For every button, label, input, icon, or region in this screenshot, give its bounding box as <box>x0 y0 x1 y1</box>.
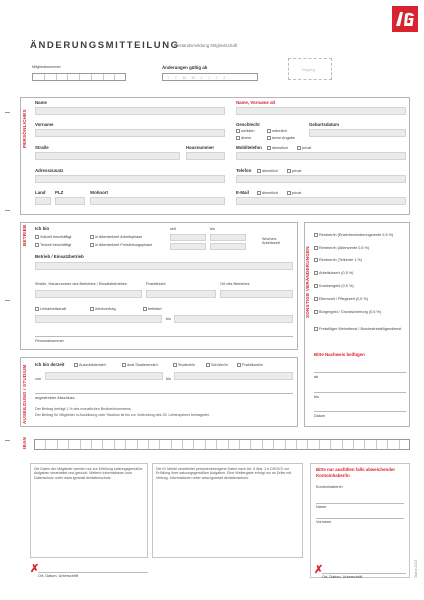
option-atz-work[interactable]: in Altersteilzeit Arbeitsphase <box>90 235 142 239</box>
email-option-work[interactable]: dienstlich <box>257 191 278 195</box>
training-to-label: bis <box>166 377 171 381</box>
signature-line-right <box>322 573 406 574</box>
house-number-field[interactable] <box>186 152 225 160</box>
phone-label: Telefon <box>236 168 252 173</box>
checkbox-icon <box>257 191 261 195</box>
checkbox-icon <box>267 129 271 133</box>
training-note-2: Der Beitrag für Mitglieder in Ausbildung oder Studium ist bis zur Vollendung des 25. Lebensjahres beitragsfrei. <box>35 413 210 417</box>
checkbox-icon <box>287 191 291 195</box>
birthdate-field[interactable] <box>309 129 406 137</box>
mobile-field[interactable] <box>236 152 406 160</box>
other-option-8[interactable]: Freiwilliger Wehrdienst / Bundesfreiwilligendienst <box>314 327 406 331</box>
option-contract[interactable]: Werkvertrag <box>90 307 116 311</box>
since-label: seit <box>170 227 176 231</box>
phone-option-private[interactable]: privat <box>287 169 301 173</box>
mobile-option-work[interactable]: dienstlich <box>267 146 288 150</box>
gender-option-diverse[interactable]: divers <box>236 136 251 140</box>
checkbox-icon <box>122 363 126 367</box>
street-field[interactable] <box>35 152 180 160</box>
option-atz-free[interactable]: in Altersteilzeit Freistellungsphase <box>90 243 152 247</box>
account-holder-label: Kontoinhaber/in <box>316 485 343 489</box>
other-option-7[interactable]: Bürgergeld / Grundsicherung (0,5 %) <box>314 310 406 314</box>
i-am-now-label: Ich bin derzeit <box>35 362 65 367</box>
other-option-3[interactable]: Rentner/in (Teilrente 1 %) <box>314 258 362 262</box>
company-section <box>20 222 298 350</box>
member-number-label: Mitgliedsnummer <box>32 65 61 69</box>
checkbox-icon <box>35 307 39 311</box>
account-holder-firstname-label: Vorname <box>316 520 332 524</box>
birthdate-label: Geburtsdatum <box>309 122 340 127</box>
first-name-field[interactable] <box>35 129 225 137</box>
city-field[interactable] <box>90 197 225 205</box>
option-intern[interactable]: Praktikant/in <box>237 363 263 367</box>
account-holder-name-line <box>316 503 404 504</box>
company-name-field[interactable] <box>35 262 293 270</box>
iban-field[interactable] <box>34 439 410 450</box>
footer-left-text: Die Daten der Mitglieder werden nur zur Erfüllung satzungsgemäßer Aufgaben verarbeitet und genutzt. Weitere Informationen zum Datenschutz unter www.igmetall.de/datenschutz. <box>34 467 143 480</box>
role-until-label: bis <box>166 317 171 321</box>
footer-mid-text: Die IG Metall verarbeitet personenbezogene Daten nach Art. 6 Abs. 1 b DSGVO zur Erfüllung ihrer satzungsgemäßen Aufgaben. Eine Weitergabe erfolgt nur an Dritte mit Vertrag. Informationen unter www.igmetall.de/datenschutz. <box>156 467 292 480</box>
account-holder-name-label: Name <box>316 505 327 509</box>
checkbox-icon <box>74 363 78 367</box>
checkbox-icon <box>35 243 39 247</box>
checkbox-icon <box>90 235 94 239</box>
gender-option-male[interactable]: männlich <box>267 129 287 133</box>
section-label-company: BETRIEB <box>22 224 27 246</box>
city-label: Wohnort <box>90 190 108 195</box>
signature-mark-left: ✗ <box>30 563 40 575</box>
checkbox-icon <box>314 271 318 275</box>
role-until-field[interactable] <box>174 315 293 323</box>
checkbox-icon <box>314 246 318 250</box>
address-add-label: Adresszusatz <box>35 168 64 173</box>
country-field[interactable] <box>35 197 51 205</box>
section-label-personal: PERSÖNLICHES <box>22 109 27 148</box>
signature-label-right: Ort, Datum, Unterschrift <box>322 575 363 579</box>
option-dual-student[interactable]: dual Studierende/r <box>122 363 158 367</box>
option-student[interactable]: Student/in <box>173 363 195 367</box>
since-field-2[interactable] <box>170 243 206 250</box>
checkbox-icon <box>206 363 210 367</box>
signature-mark-right: ✗ <box>314 564 324 576</box>
company-zip-label: Postleitzahl <box>146 282 166 286</box>
other-option-6[interactable]: Elternzeit / Pflegezeit (0,5 %) <box>314 297 368 301</box>
footer-right-title: Bitte nur ausfüllen falls abweichender Kontoinhaber/in <box>316 467 396 478</box>
form-code: Stand 2023 <box>414 559 418 578</box>
page-subtitle: Bestandsmeldung Mitgliedschaft <box>174 43 238 48</box>
checkbox-icon <box>35 235 39 239</box>
email-option-private[interactable]: privat <box>287 191 301 195</box>
checkbox-icon <box>287 169 291 173</box>
address-add-field[interactable] <box>35 175 225 183</box>
house-number-label: Hausnummer <box>186 145 215 150</box>
section-label-training: AUSBILDUNG / STUDIUM <box>22 364 27 424</box>
checkbox-icon <box>143 307 147 311</box>
checkbox-icon <box>314 297 318 301</box>
company-city-field[interactable] <box>220 290 293 298</box>
signature-label-left: Ort, Datum, Unterschrift <box>38 574 79 578</box>
mobile-option-private[interactable]: privat <box>297 146 311 150</box>
member-number-field[interactable] <box>32 73 126 81</box>
checkbox-icon <box>236 136 240 140</box>
degree-label: angestrebter Abschluss <box>35 396 75 400</box>
other-option-1[interactable]: Rentner/in (Erwerbsminderungsrente 0,5 %) <box>314 233 393 237</box>
valid-from-date-field[interactable] <box>162 73 258 81</box>
training-from-field[interactable] <box>45 372 163 380</box>
first-name-label: Vorname <box>35 122 54 127</box>
birth-name-label: Name, Vorname alt <box>236 100 276 105</box>
checkbox-icon <box>257 169 261 173</box>
checkbox-icon <box>90 243 94 247</box>
other-option-2[interactable]: Rentner/in (Altersrente 0,5 %) <box>314 246 369 250</box>
gender-label: Geschlecht <box>236 122 260 127</box>
checkbox-icon <box>237 363 241 367</box>
signature-line-left <box>38 572 148 573</box>
company-street-label: Straße, Hausnummer des Betriebes / Einsatzbetriebes <box>35 282 127 286</box>
option-pupil[interactable]: Schüler/in <box>206 363 228 367</box>
until-label: bis <box>210 227 215 231</box>
section-marker <box>5 300 10 301</box>
date-placeholder: T T M M J J J J <box>167 75 228 80</box>
email-label: E-Mail <box>236 190 249 195</box>
please-attach-proof: Bitte Nachweis beifügen <box>314 352 365 357</box>
account-holder-firstname-line <box>316 518 404 519</box>
option-apprentice[interactable]: Auszubildende/r <box>74 363 106 367</box>
other-option-5[interactable]: Krankengeld (0,5 %) <box>314 284 354 288</box>
phone-field[interactable] <box>236 175 406 183</box>
checkbox-icon <box>314 310 318 314</box>
company-city-label: Ort des Betriebes <box>220 282 250 286</box>
option-temp-worker[interactable]: Leiharbeitskraft <box>35 307 66 311</box>
page-title: ÄNDERUNGSMITTEILUNG <box>30 40 180 51</box>
weekly-hours-label: Wochen-Arbeitszeit <box>262 237 280 245</box>
street-label: Straße <box>35 145 49 150</box>
checkbox-icon <box>314 233 318 237</box>
checkbox-icon <box>314 258 318 262</box>
valid-from-label: Änderungen gültig ab <box>162 65 208 70</box>
personnel-number-field[interactable] <box>35 332 293 337</box>
birth-name-field[interactable] <box>236 107 406 115</box>
degree-line <box>35 393 293 394</box>
checkbox-icon <box>173 363 177 367</box>
other-option-4[interactable]: Arbeitslose/r (0,5 %) <box>314 271 353 275</box>
company-name-label: Betrieb / Einsatzbetrieb <box>35 254 84 259</box>
other-date-label: Datum <box>314 414 326 418</box>
other-changes-section <box>304 222 410 427</box>
gender-option-female[interactable]: weiblich <box>236 129 255 133</box>
personnel-number-label: Personalnummer <box>35 339 64 343</box>
training-to-field[interactable] <box>174 372 293 380</box>
checkbox-icon <box>314 327 318 331</box>
option-fulltime[interactable]: Vollzeit beschäftigt <box>35 235 71 239</box>
zip-field[interactable] <box>55 197 85 205</box>
option-fixed-term[interactable]: befristet <box>143 307 162 311</box>
temp-field[interactable] <box>35 315 162 323</box>
name-field[interactable] <box>35 107 225 115</box>
training-note-1: Der Beitrag beträgt 1 % des monatlichen Bruttoeinkommens. <box>35 407 132 411</box>
stamp-label: Eingang <box>302 68 316 72</box>
training-from-label: von <box>35 377 42 381</box>
checkbox-icon <box>297 146 301 150</box>
checkbox-icon <box>314 284 318 288</box>
other-until-label: bis <box>314 395 319 399</box>
section-label-iban: IBAN <box>22 436 27 449</box>
other-from-line <box>314 372 406 373</box>
checkbox-icon <box>267 136 271 140</box>
company-street-field[interactable] <box>35 290 142 298</box>
checkbox-icon <box>236 129 240 133</box>
since-field[interactable] <box>170 234 206 241</box>
gender-option-none[interactable]: keine Angabe <box>267 136 295 140</box>
section-marker <box>5 440 10 441</box>
section-label-other: SONSTIGE VERÄNDERUNGEN <box>305 246 310 318</box>
other-date-line <box>314 411 406 412</box>
email-field[interactable] <box>236 197 406 205</box>
other-from-label: ab <box>314 375 319 379</box>
receipt-stamp-box <box>288 58 332 80</box>
section-marker <box>5 112 10 113</box>
phone-option-work[interactable]: dienstlich <box>257 169 278 173</box>
checkbox-icon <box>90 307 94 311</box>
option-parttime[interactable]: Teilzeit beschäftigt <box>35 243 71 247</box>
section-marker <box>5 210 10 211</box>
until-field-2[interactable] <box>210 243 246 250</box>
checkbox-icon <box>267 146 271 150</box>
until-field[interactable] <box>210 234 246 241</box>
ig-metall-logo <box>392 6 418 32</box>
other-until-line <box>314 392 406 393</box>
company-zip-field[interactable] <box>146 290 216 298</box>
i-am-label: Ich bin <box>35 226 50 231</box>
zip-label: PLZ <box>55 190 64 195</box>
mobile-label: Mobiltelefon <box>236 145 262 150</box>
logo-mark-icon <box>392 6 418 32</box>
name-label: Name <box>35 100 47 105</box>
country-label: Land <box>35 190 46 195</box>
